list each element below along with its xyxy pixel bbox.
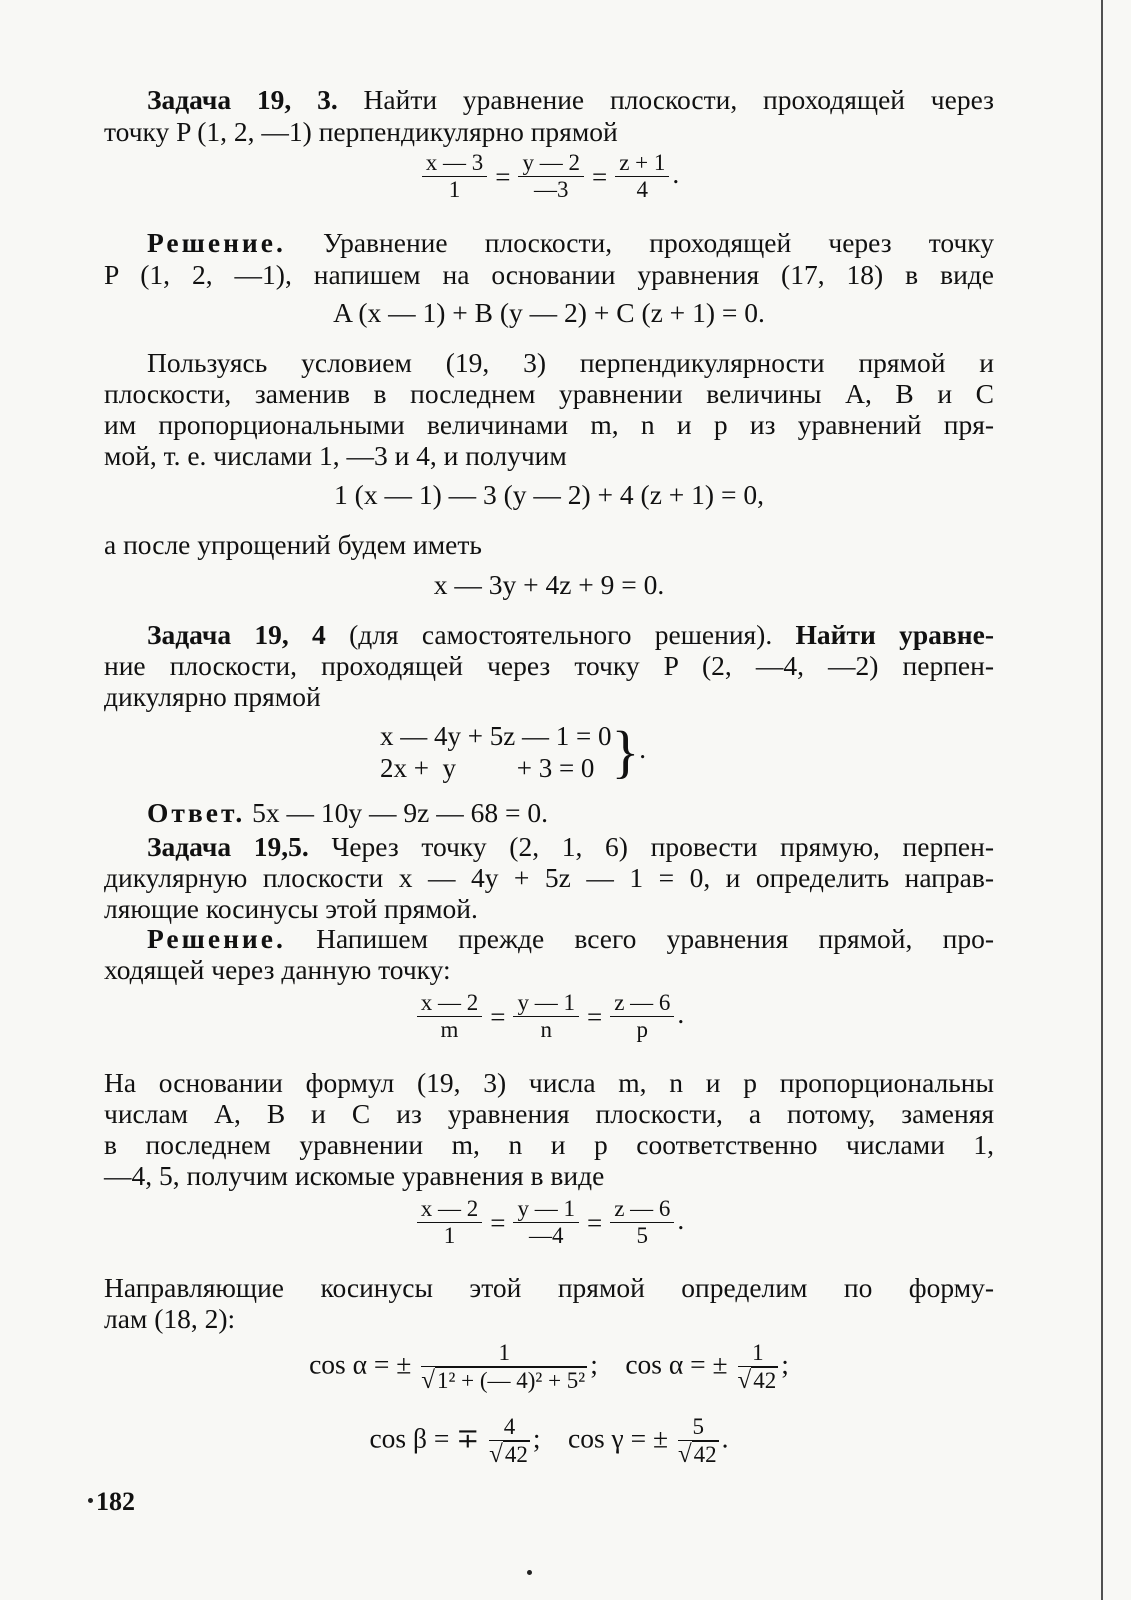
problem-19-4-line-1 [147,618,994,652]
paragraph-3-line-2: лам (18, 2): [104,1303,236,1334]
formula-line-3: $\frac{x — 2}{1}$ = $\frac{y — 1}{—4}$ = $\frac{z — 6}{5}$ . [104,1196,994,1256]
cos-alpha-lhs-1: cos α = ± [309,1348,412,1380]
paragraph-1-line-3: им пропорциональными величинами m, n и p из уравнений пря- [104,409,994,440]
equation-plane-general: A (x — 1) + B (y — 2) + C (z + 1) = 0. [333,297,765,328]
f2-den-3: p [636,1017,649,1042]
cos-beta-lhs: cos β = ∓ [369,1422,480,1454]
problem-19-4-text-2: ние плоскости, проходящей через точку P (2, —4, —2) перпен- [104,650,994,681]
solution-19-5-text-2: ходящей через данную точку: [104,954,451,985]
cos-gamma-num: 5 [678,1414,719,1441]
cos-beta-den: 42 [504,1442,528,1467]
brace-symbol: } [611,719,640,784]
problem-19-4-text-3: дикулярно прямой [104,681,321,712]
problem-19-3-text-2: точку P (1, 2, —1) перпендикулярно прямой [104,116,618,147]
f1-num-3: z + 1 [615,150,669,177]
formula-line-2: $\frac{x — 2}{m}$ = $\frac{y — 1}{n}$ = $\frac{z — 6}{p}$ . [104,990,994,1050]
problem-19-4-text-1: Найти уравне- [795,619,994,650]
solution-19-3-line-1 [147,226,994,260]
cosine-formulas-row-2: cos β = ∓ $\frac{4}{√42}$ ; cos γ = ± $\frac{5}{√42}$ . [369,1414,729,1468]
paragraph-1-line-1: Пользуясь условием (19, 3) перпендикулярности прямой и [147,347,994,378]
f3-den-1: 1 [443,1223,456,1248]
equation-system: x — 4y + 5z — 1 = 0 }. 2x + y + 3 = 0 [380,719,647,784]
answer-label: Ответ. [147,797,246,828]
paragraph-1-line-2: плоскости, заменив в последнем уравнении величины A, B и C [104,378,994,409]
f1-den-2: —3 [533,177,569,202]
cos-alpha-den-1: 1² + (— 4)² + 5² [437,1368,586,1393]
cos-alpha-num-1: 1 [421,1340,587,1367]
sqrt-icon: √ [737,1367,752,1394]
f1-num-2: y — 2 [518,150,584,177]
f2-num-3: z — 6 [610,990,674,1017]
system-eq-1: x — 4y + 5z — 1 = 0 [380,721,612,751]
solution-19-3-text-1: Уравнение плоскости, проходящей через точку [323,227,994,258]
answer-value: 5x — 10y — 9z — 68 = 0. [252,797,548,828]
f1-num-1: x — 3 [422,150,488,177]
page-edge-line [1101,0,1103,1600]
cosine-formulas-row-1: cos α = ± $\frac{1}{\text{√1² + (— 4)² + 5²}}$ ; cos α = ± $\frac{1}{√42}$ ; [309,1340,789,1394]
sqrt-icon: √ [489,1441,503,1468]
paragraph-2-line-4: —4, 5, получим искомые уравнения в виде [104,1160,605,1191]
solution-label: Решение. [147,227,286,258]
problem-19-3-line-1 [147,83,994,117]
f3-den-2: —4 [528,1223,564,1248]
solution-19-3-text-2: P (1, 2, —1), напишем на основании уравнения (17, 18) в виде [104,259,994,290]
paragraph-2-line-2: числам A, B и C из уравнения плоскости, а потому, заменяя [104,1098,994,1129]
sqrt-icon: √ [677,1441,692,1468]
problem-19-4-note: (для самостоятельного решения). [349,619,773,650]
f1-den-3: 4 [636,177,649,202]
paragraph-2-line-1: На основании формул (19, 3) числа m, n и p пропорциональны [104,1067,994,1098]
answer-line [147,796,994,830]
problem-19-5-text-1: Через точку (2, 1, 6) провести прямую, перпен- [331,831,995,862]
cos-gamma-den: 42 [693,1442,717,1467]
f3-num-2: y — 1 [513,1196,579,1223]
problem-19-3-label: Задача 19, 3. [147,84,338,115]
f2-num-2: y — 1 [513,990,579,1017]
f3-num-3: z — 6 [610,1196,674,1223]
paragraph-1-line-4: мой, т. е. числами 1, —3 и 4, и получим [104,440,567,471]
problem-19-5-label: Задача 19,5. [147,831,309,862]
f2-den-1: m [440,1017,459,1042]
solution-19-5-label: Решение. [147,923,286,954]
system-eq-2: 2x + y + 3 = 0 [380,753,595,783]
problem-19-5-text-3: ляющие косинусы этой прямой. [104,893,478,924]
solution-19-5-line-1 [147,922,994,956]
cos-alpha-num-2: 1 [738,1340,779,1367]
solution-19-5-text-1: Напишем прежде всего уравнения прямой, про- [316,923,995,954]
problem-19-5-line-1 [147,830,994,864]
f2-num-1: x — 2 [417,990,483,1017]
scan-speck [527,1570,532,1575]
formula-line-1: $\frac{x — 3}{1}$ = $\frac{y — 2}{—3}$ = $\frac{z + 1}{4}$ . [104,150,994,210]
f1-den-1: 1 [448,177,461,202]
f3-den-3: 5 [636,1223,649,1248]
cos-alpha-lhs-2: cos α = ± [625,1348,728,1380]
page-number: 182 [96,1487,135,1516]
cos-alpha-den-2: 42 [753,1368,777,1393]
paragraph-3-line-1: Направляющие косинусы этой прямой определим по форму- [104,1272,994,1303]
problem-19-4-label: Задача 19, 4 [147,619,326,650]
cos-gamma-lhs: cos γ = ± [568,1422,669,1454]
paragraph-1-line-5: а после упрощений будем иметь [104,529,482,560]
scan-speck [88,1498,93,1503]
equation-substituted: 1 (x — 1) — 3 (y — 2) + 4 (z + 1) = 0, [334,479,764,510]
sqrt-icon: √ [421,1367,435,1394]
problem-19-5-text-2: дикулярную плоскости x — 4y + 5z — 1 = 0, и определить направ- [104,862,994,893]
paragraph-2-line-3: в последнем уравнении m, n и p соответственно числами 1, [104,1129,994,1160]
cos-beta-num: 4 [489,1414,530,1441]
problem-19-3-text-1: Найти уравнение плоскости, проходящей через [363,84,995,115]
f2-den-2: n [540,1017,552,1042]
equation-result: x — 3y + 4z + 9 = 0. [433,569,665,600]
f3-num-1: x — 2 [417,1196,483,1223]
